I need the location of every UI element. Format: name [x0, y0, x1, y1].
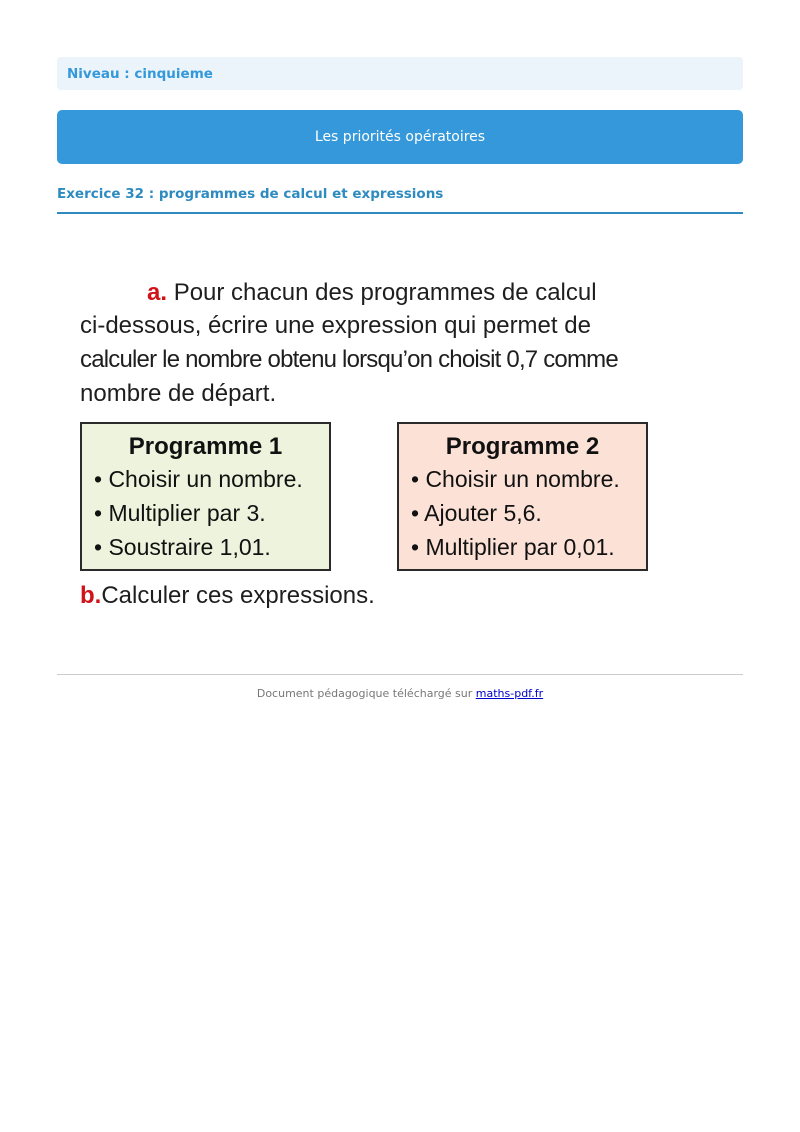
program-2-box: [397, 422, 648, 571]
part-a-line-1-text: Pour chacun des programmes de calcul: [173, 279, 597, 306]
part-a-marker: a.: [147, 279, 168, 306]
program-2-title: Programme 2: [445, 433, 600, 460]
program-1-step-2: • Multiplier par 3.: [94, 500, 266, 526]
program-1-box: [80, 422, 331, 571]
part-a-line-2: ci-dessous, écrire une expression qui permet de: [80, 312, 591, 339]
program-2-step-2: • Ajouter 5,6.: [411, 500, 542, 526]
exercise-title: Exercice 32 : programmes de calcul et expressions: [57, 186, 743, 214]
footer-divider: [57, 674, 743, 675]
part-b: [80, 579, 375, 612]
program-1-title: Programme 1: [128, 433, 283, 460]
part-a-line-3: calculer le nombre obtenu lorsqu’on choisit 0,7 comme: [80, 346, 618, 373]
program-1-step-1: • Choisir un nombre.: [94, 466, 303, 492]
level-label: Niveau : cinquieme: [67, 65, 213, 82]
level-bar: [57, 57, 743, 90]
footer-text: Document pédagogique téléchargé sur: [256, 687, 473, 700]
footer: [0, 687, 800, 700]
part-a-line-1: [147, 276, 597, 309]
program-2-step-3: • Multiplier par 0,01.: [411, 534, 615, 560]
part-a-line-4: nombre de départ.: [80, 380, 277, 407]
chapter-banner: [57, 110, 743, 164]
exercise-figure: [80, 276, 680, 616]
program-2-step-1: • Choisir un nombre.: [411, 466, 620, 492]
program-1-step-3: • Soustraire 1,01.: [94, 534, 271, 560]
part-b-text: Calculer ces expressions.: [101, 582, 375, 609]
chapter-title: Les priorités opératoires: [314, 129, 486, 145]
footer-link[interactable]: maths-pdf.fr: [475, 687, 544, 700]
part-b-marker: b.: [80, 582, 102, 609]
